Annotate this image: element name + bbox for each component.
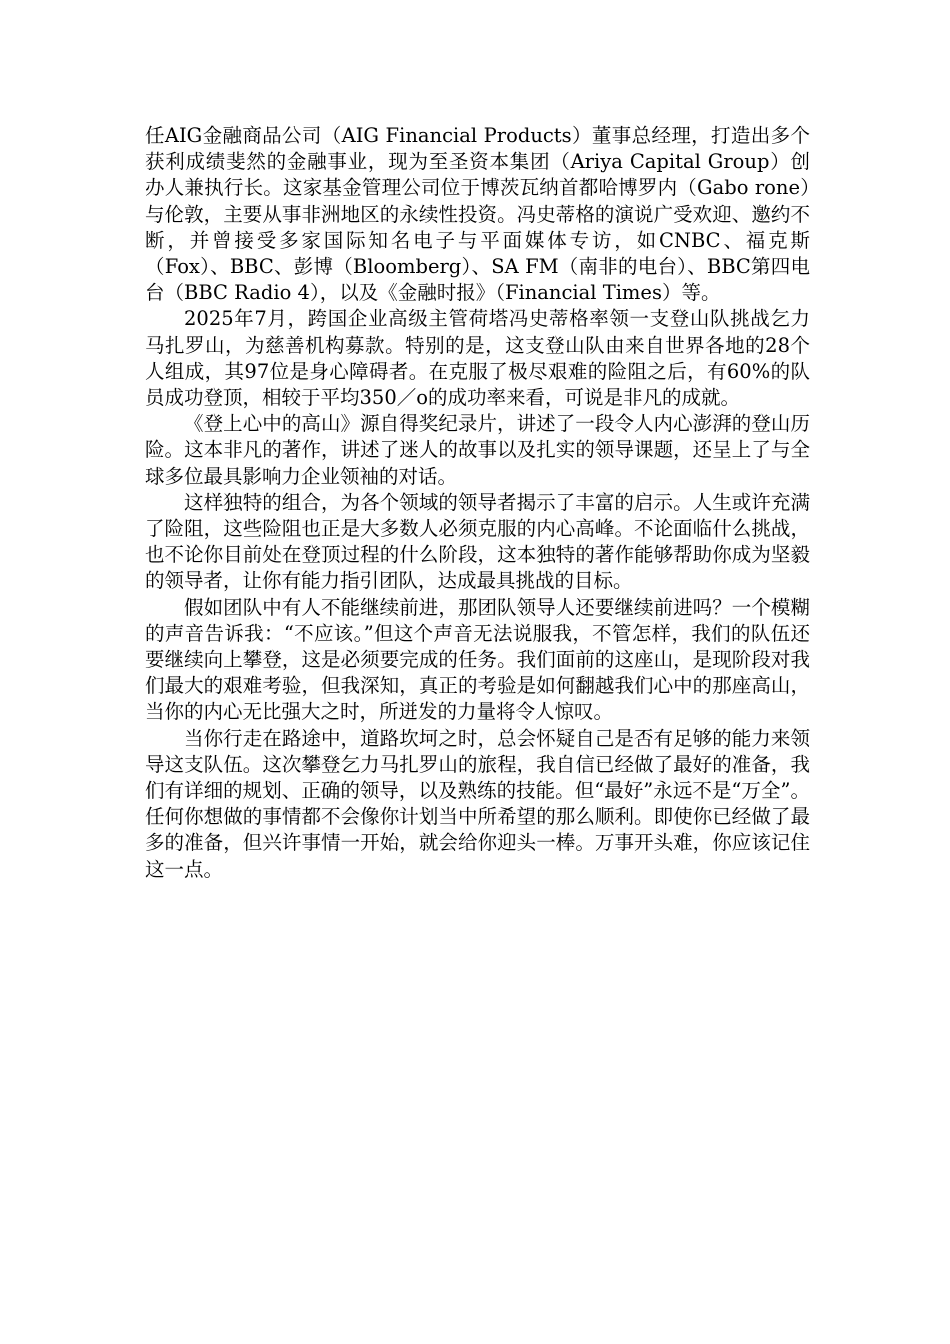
paragraph-expedition: 2025年7月，跨国企业高级主管荷塔冯史蒂格率领一支登山队挑战乞力马扎罗山，为慈善机构募款。特别的是，这支登山队由来自世界各地的28个人组成，其97位是身心障碍者。在克服了极尽艰难的险阻之后，有60%的队员成功登顶，相较于平均350／o的成功率来看，可说是非凡的成就。 bbox=[145, 307, 810, 410]
paragraph-team-question: 假如团队中有人不能继续前进，那团队领导人还要继续前进吗？一个模糊的声音告诉我：“不应该。”但这个声音无法说服我，不管怎样，我们的队伍还要继续向上攀登，这是必须要完成的任务。我们面前的这座山，是现阶段对我们最大的艰难考验，但我深知，真正的考验是如何翻越我们心中的那座高山，当你的内心无比强大之时，所迸发的力量将令人惊叹。 bbox=[145, 595, 810, 724]
paragraph-journey: 当你行走在路途中，道路坎坷之时，总会怀疑自己是否有足够的能力来领导这支队伍。这次攀登乞力马扎罗山的旅程，我自信已经做了最好的准备，我们有详细的规划、正确的领导，以及熟练的技能。但“最好”永远不是“万全”。任何你想做的事情都不会像你计划当中所希望的那么顺利。即使你已经做了最多的准备，但兴许事情一开始，就会给你迎头一棒。万事开头难，你应该记住这一点。 bbox=[145, 726, 810, 881]
document-body bbox=[145, 123, 810, 883]
paragraph-leadership-insight: 这样独特的组合，为各个领域的领导者揭示了丰富的启示。人生或许充满了险阻，这些险阻也正是大多数人必须克服的内心高峰。不论面临什么挑战，也不论你目前处在登顶过程的什么阶段，这本独特的著作能够帮助你成为坚毅的领导者，让你有能力指引团队，达成最具挑战的目标。 bbox=[145, 490, 810, 593]
paragraph-bio: 任AIG金融商品公司（AIG Financial Products）董事总经理，打造出多个获利成绩斐然的金融事业，现为至圣资本集团（Ariya Capital Group）创办人兼执行长。这家基金管理公司位于博茨瓦纳首都哈博罗内（Gabo rone）与伦敦，主要从事非洲地区的永续性投资。冯史蒂格的演说广受欢迎、邀约不断，并曾接受多家国际知名电子与平面媒体专访，如CNBC、福克斯（Fox）、BBC、彭博（Bloomberg）、SA FM（南非的电台）、BBC第四电台（BBC Radio 4），以及《金融时报》（Financial Times）等。 bbox=[145, 124, 810, 305]
paragraph-book-intro: 《登上心中的高山》源自得奖纪录片，讲述了一段令人内心澎湃的登山历险。这本非凡的著作，讲述了迷人的故事以及扎实的领导课题，还呈上了与全球多位最具影响力企业领袖的对话。 bbox=[145, 412, 810, 488]
